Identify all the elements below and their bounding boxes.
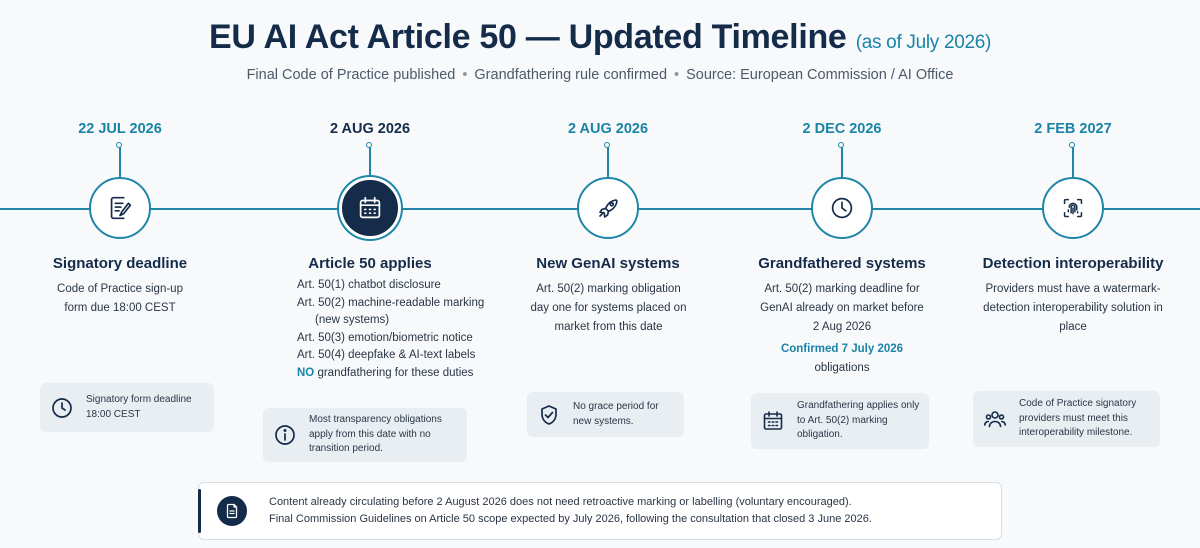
title-text: EU AI Act Article 50 — Updated Timeline: [208, 18, 847, 56]
confirmed-highlight: Confirmed 7 July 2026: [780, 343, 904, 355]
milestone-node: [811, 177, 873, 239]
as-of-label: (as of July 2026): [855, 32, 992, 53]
milestone-description: Art. 50(2) marking obligation day one for systems placed on market from this date: [530, 283, 687, 333]
milestone-note: [40, 383, 214, 432]
list-item: [297, 365, 487, 383]
separator-dot: •: [462, 67, 468, 83]
note-text: No grace period for new systems.: [573, 401, 659, 427]
no-grandfathering-text: grandfathering for these duties: [314, 366, 474, 379]
timeline-stem: [369, 146, 371, 177]
milestone-grandfathered-systems: [722, 0, 962, 548]
subtitle-item: Source: European Commission / AI Office: [686, 67, 954, 83]
document-icon: [217, 496, 247, 526]
clock-icon: [50, 396, 74, 420]
milestone-node: [339, 177, 401, 239]
milestone-note: [263, 408, 467, 462]
list-item: Art. 50(1) chatbot disclosure: [297, 279, 441, 291]
list-item: Art. 50(3) emotion/biometric notice: [297, 331, 473, 344]
note-text: Most transparency obligations apply from this date with no transition period.: [309, 414, 442, 455]
no-label: NO: [297, 366, 315, 379]
timeline-stem: [1072, 146, 1074, 177]
rocket-icon: [593, 193, 623, 223]
description-text: Art. 50(2) marking deadline for GenAI already on market before 2 Aug 2026: [760, 283, 924, 333]
milestone-title: Signatory deadline: [52, 255, 188, 272]
calendar-icon: [355, 193, 385, 223]
milestone-node: [577, 177, 639, 239]
milestone-new-genai-systems: [488, 0, 728, 548]
milestone-date: 2 DEC 2026: [802, 121, 882, 137]
note-text: Grandfathering applies only to Art. 50(2) marking obligation.: [797, 400, 920, 441]
list-item: Art. 50(4) deepfake & AI-text labels: [297, 349, 476, 361]
milestone-description: Code of Practice sign-up form due 18:00 CEST: [57, 283, 183, 314]
milestone-note: [973, 391, 1160, 447]
milestone-description: [757, 280, 927, 378]
info-icon: [273, 423, 297, 447]
milestone-title: Grandfathered systems: [758, 255, 926, 272]
footer-note: [198, 482, 1002, 540]
description-suffix: obligations: [814, 362, 870, 374]
shield-check-icon: [537, 403, 561, 427]
note-text: Code of Practice signatory providers must meet this interoperability milestone.: [1019, 398, 1137, 439]
milestone-note: [751, 393, 929, 449]
milestone-node: [1042, 177, 1104, 239]
milestone-title: Article 50 applies: [308, 255, 432, 272]
timeline-stem: [607, 146, 609, 177]
footer-line: Final Commission Guidelines on Article 50 scope expected by July 2026, following the consultation that closed 3 June 2026.: [269, 513, 872, 525]
milestone-article-50-applies: [250, 0, 490, 548]
footer-accent-bar: [198, 489, 201, 533]
timeline-stem: [841, 146, 843, 177]
obligation-list: [297, 277, 487, 382]
milestone-date: 2 FEB 2027: [1034, 121, 1112, 137]
subtitle-item: Final Code of Practice published: [246, 67, 456, 83]
milestone-date: 2 AUG 2026: [329, 121, 411, 137]
milestone-signatory-deadline: [0, 0, 240, 548]
milestone-node: [89, 177, 151, 239]
footer-line: Content already circulating before 2 August 2026 does not need retroactive marking or labelling (voluntary encouraged).: [269, 496, 852, 508]
timeline-stem: [119, 146, 121, 177]
milestone-note: [527, 392, 684, 437]
milestone-date: 2 AUG 2026: [567, 121, 649, 137]
milestone-date: 22 JUL 2026: [78, 121, 162, 137]
calendar-grid-icon: [761, 409, 785, 433]
subtitle-item: Grandfathering rule confirmed: [474, 67, 668, 83]
milestone-description: Providers must have a watermark-detection interoperability solution in place: [983, 283, 1163, 333]
note-text: Signatory form deadline 18:00 CEST: [86, 394, 192, 420]
milestone-title: Detection interoperability: [982, 255, 1164, 272]
separator-dot: •: [674, 67, 680, 83]
fingerprint-scan-icon: [1058, 193, 1088, 223]
footer-text: [269, 494, 872, 528]
clock-icon: [827, 193, 857, 223]
users-icon: [983, 407, 1007, 431]
document-edit-icon: [105, 193, 135, 223]
list-item: Art. 50(2) machine-readable marking (new systems): [297, 296, 485, 326]
milestone-detection-interoperability: [953, 0, 1193, 548]
milestone-title: New GenAI systems: [536, 255, 680, 272]
